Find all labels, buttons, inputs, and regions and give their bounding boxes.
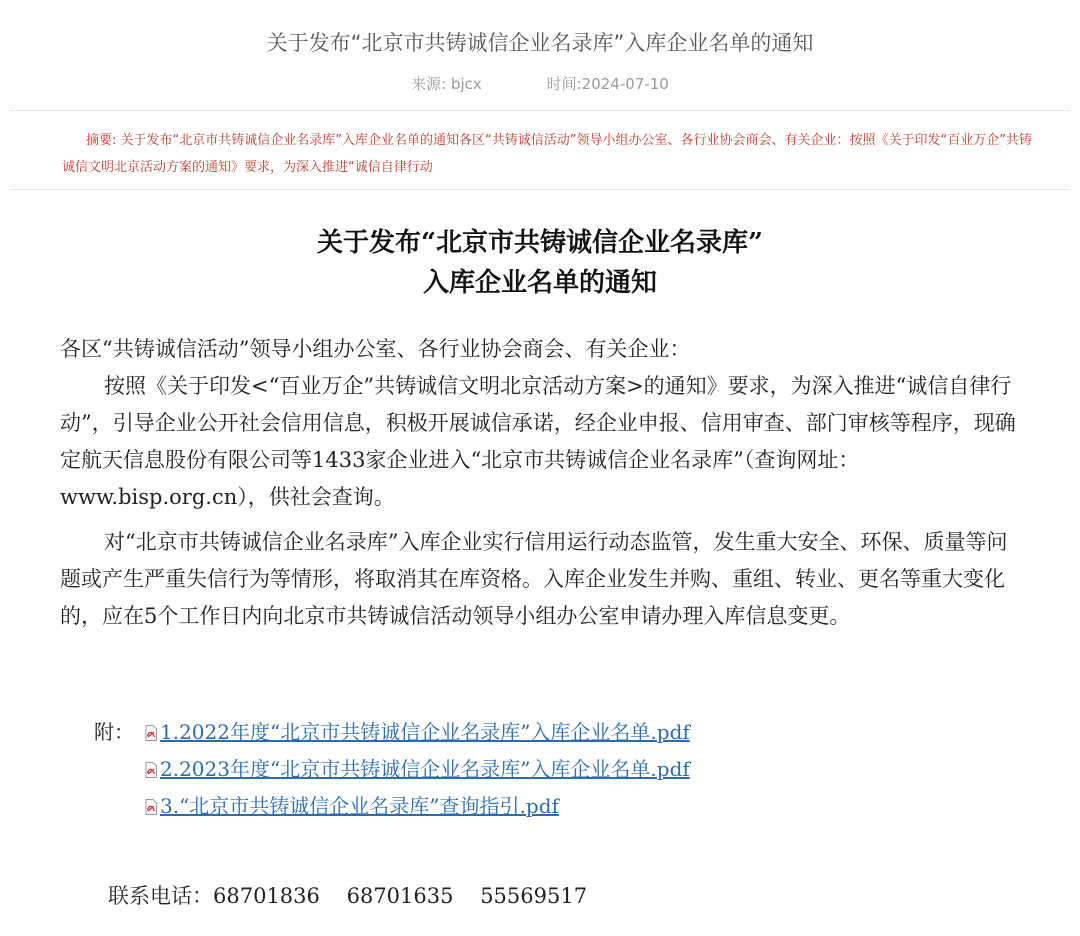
attachment-row (94, 714, 994, 751)
summary-text: 关于发布“北京市共铸诚信企业名录库”入库企业名单的通知各区“共铸诚信活动”领导小组办公室、各行业协会商会、有关企业：按照《关于印发“百业万企”共铸诚信文明北京活动方案的通知》要求，为深入推进“诚信自律行动 (62, 133, 1032, 175)
pdf-file-icon (144, 725, 158, 741)
summary-label: 摘要: (86, 133, 121, 148)
contact-line (108, 878, 587, 915)
paragraph-2: 对“北京市共铸诚信企业名录库”入库企业实行信用运行动态监管，发生重大安全、环保、质量等问题或产生严重失信行为等情形，将取消其在库资格。入库企业发生并购、重组、转业、更名等重大变化的，应在5个工作日内向北京市共铸诚信活动领导小组办公室申请办理入库信息变更。 (60, 530, 1008, 628)
attachment-link-3[interactable]: 3.“北京市共铸诚信企业名录库”查询指引.pdf (160, 794, 559, 818)
salutation: 各区“共铸诚信活动”领导小组办公室、各行业协会商会、有关企业： (60, 337, 691, 361)
pdf-file-icon (144, 762, 158, 778)
attachment-link-1[interactable]: 1.2022年度“北京市共铸诚信企业名录库”入库企业名单.pdf (160, 720, 690, 744)
attachment-row (94, 788, 994, 825)
article-meta (0, 73, 1080, 94)
contact-phone-3: 55569517 (480, 884, 588, 908)
publish-time: 时间:2024-07-10 (546, 75, 669, 93)
contact-label: 联系电话： (108, 884, 213, 908)
summary-block (62, 127, 1037, 181)
document-title (0, 223, 1080, 303)
attachment-link-2[interactable]: 2.2023年度“北京市共铸诚信企业名录库”入库企业名单.pdf (160, 757, 690, 781)
attachments-section (94, 714, 994, 825)
document-title-line-1: 关于发布“北京市共铸诚信企业名录库” (317, 228, 763, 258)
attachment-row (94, 751, 994, 788)
divider (10, 189, 1070, 190)
divider (10, 110, 1070, 111)
contact-phone-2: 68701635 (346, 884, 454, 908)
pdf-file-icon (144, 799, 158, 815)
contact-phone-1: 68701836 (213, 884, 320, 908)
attachments-label: 附： (94, 720, 134, 744)
source-label: 来源: bjcx (411, 75, 482, 93)
page-title: 关于发布“北京市共铸诚信企业名录库”入库企业名单的通知 (266, 31, 814, 55)
document-title-line-2: 入库企业名单的通知 (422, 268, 657, 298)
paragraph-1: 按照《关于印发<“百业万企”共铸诚信文明北京活动方案>的通知》要求，为深入推进“诚信自律行动”，引导企业公开社会信用信息，积极开展诚信承诺，经企业申报、信用审查、部门审核等程序，现确定航天信息股份有限公司等1433家企业进入“北京市共铸诚信企业名录库”（查询网址：www.bisp.org.cn），供社会查询。 (60, 374, 1016, 509)
